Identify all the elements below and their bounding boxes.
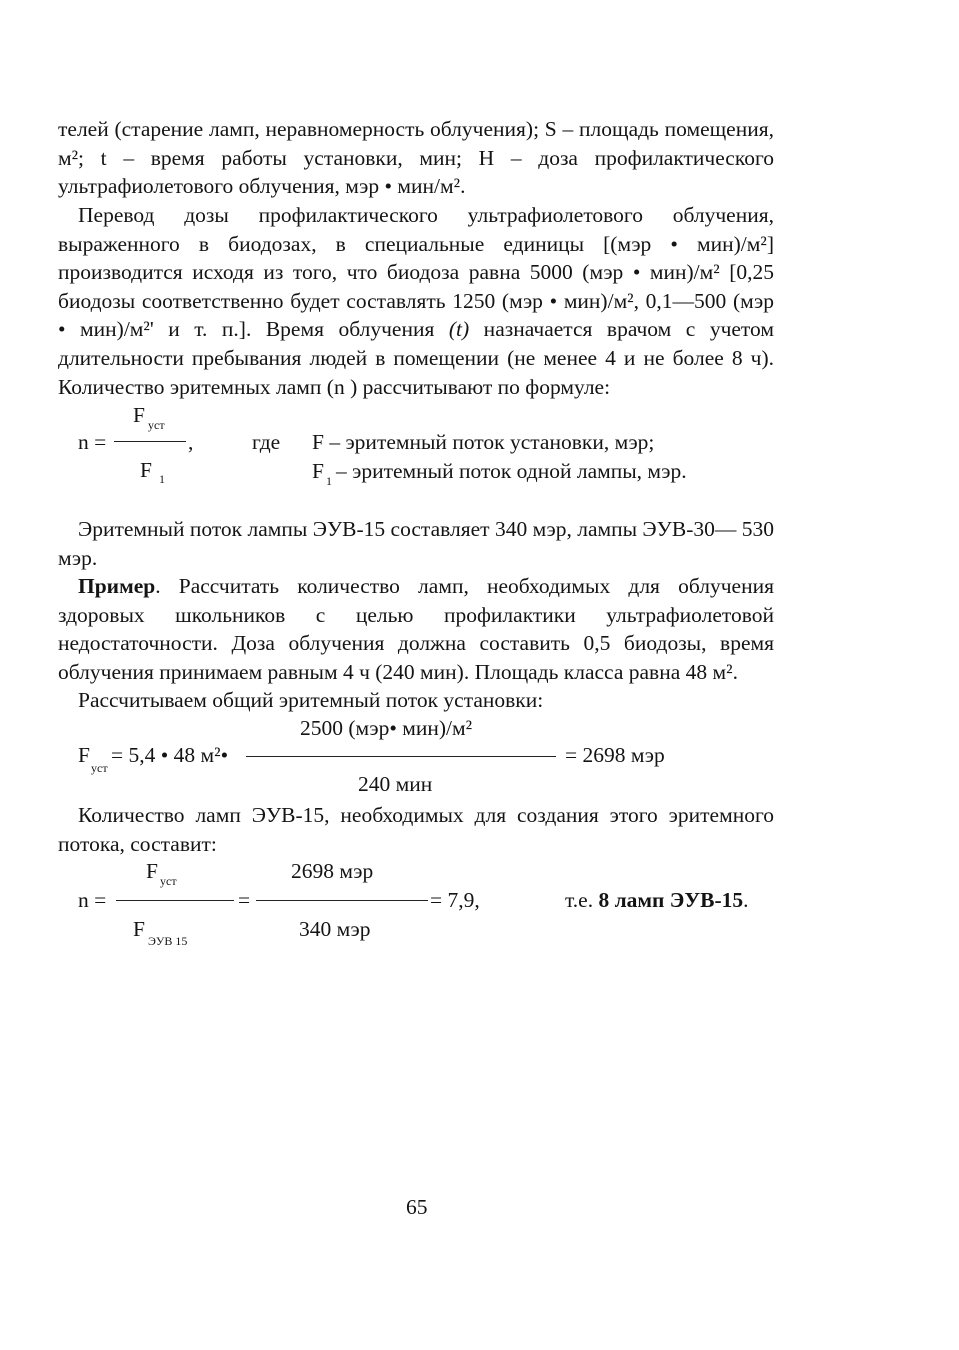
formula3-numerator-1: F (146, 859, 158, 883)
formula2-lhs-symbol: F (78, 743, 90, 767)
time-symbol: (t) (448, 317, 470, 342)
formula2-numerator: 2500 (мэр• мин)/м² (300, 716, 473, 740)
formula1-comma: , (188, 430, 194, 454)
paragraph-4-text: . Рассчитать количество ламп, необходимых для облучения здоровых школьников с целью профилактики ультрафиолетовой недостаточности. Доза облучения должна составить 0,5 биодозы, время облучения принимаем равным 4 ч (240 мин). Площадь класса равна 48 м². (58, 574, 774, 684)
formula1-fraction-bar (114, 441, 186, 442)
example-label: Пример (78, 574, 156, 598)
formula2-fraction-bar (246, 756, 556, 757)
formula1-numerator: F (133, 403, 145, 427)
formula1-denominator: F (140, 458, 152, 482)
page-number: 65 (406, 1195, 428, 1219)
paragraph-2-text-b: назначается врачом с учетом длительности пребывания людей в помещении (не менее 4 и не более 8 ч). Количество эритемных ламп (n ) рассчитывают по формуле: (58, 317, 774, 399)
formula3-lhs: n = (78, 888, 107, 912)
paragraph-5 (58, 686, 774, 715)
formula3-conclusion-bold: 8 ламп ЭУВ-15 (598, 888, 744, 912)
paragraph-6 (58, 801, 774, 858)
formula3-result: = 7,9, (430, 888, 480, 912)
formula1-numerator-subscript: уст (148, 418, 165, 432)
formula3-denominator-1: F (133, 917, 145, 941)
formula1-definition-f1-subscript: 1 (326, 474, 332, 488)
paragraph-1: телей (старение ламп, неравномерность облучения); S – площадь помещения, м²; t – время работы установки, мин; Н – доза профилактического ультрафиолетового облучения, мэр • мин/м². (58, 117, 774, 199)
formula3-denominator-1-subscript: ЭУВ 15 (148, 934, 188, 948)
formula2-denominator: 240 мин (358, 772, 433, 796)
paragraph-5-text: Рассчитываем общий эритемный поток установки: (78, 688, 544, 712)
formula1-where: где (252, 430, 281, 454)
formula3-numerator-2: 2698 мэр (291, 859, 374, 883)
formula2-lhs: = 5,4 • 48 м²• (111, 743, 229, 767)
formula1-definition-f: F – эритемный поток установки, мэр; (312, 430, 655, 454)
paragraph-3 (58, 515, 774, 572)
formula3-numerator-1-subscript: уст (160, 874, 177, 888)
formula1-definition-f1-symbol: F (312, 459, 324, 483)
paragraph-6-text: Количество ламп ЭУВ-15, необходимых для создания этого эритемного потока, составит: (58, 803, 774, 856)
paragraph-4 (58, 572, 774, 686)
formula3-fraction-bar-2 (256, 900, 428, 901)
formula1-definition-f1: – эритемный поток одной лампы, мэр. (336, 459, 687, 483)
formula3-denominator-2: 340 мэр (299, 917, 371, 941)
formula1-lhs: n = (78, 430, 107, 454)
formula3-conclusion (565, 887, 749, 913)
paragraph-2 (58, 201, 774, 401)
formula2-result: = 2698 мэр (565, 743, 665, 767)
formula3-fraction-bar-1 (116, 900, 234, 901)
formula3-conclusion-period: . (743, 888, 749, 912)
formula1-denominator-subscript: 1 (159, 472, 165, 486)
paragraph-2-text-a: Перевод дозы профилактического ультрафиолетового облучения, выраженного в биодозах, в специальные единицы [(мэр • мин)/м²] производится исходя из того, что биодоза равна 5000 (мэр • мин)/м² [0,25 биодозы соответственно будет составлять 1250 (мэр • мин)/м², 0,1—500 (мэр • мин)/м²' и т. п.]. Время облучения (58, 203, 774, 342)
formula2-lhs-subscript: уст (91, 761, 108, 775)
formula3-equals: = (238, 888, 251, 912)
formula3-conclusion-prefix: т.е. (565, 888, 599, 912)
paragraph-3-text: Эритемный поток лампы ЭУВ-15 составляет 340 мэр, лампы ЭУВ-30— 530 мэр. (58, 517, 774, 570)
